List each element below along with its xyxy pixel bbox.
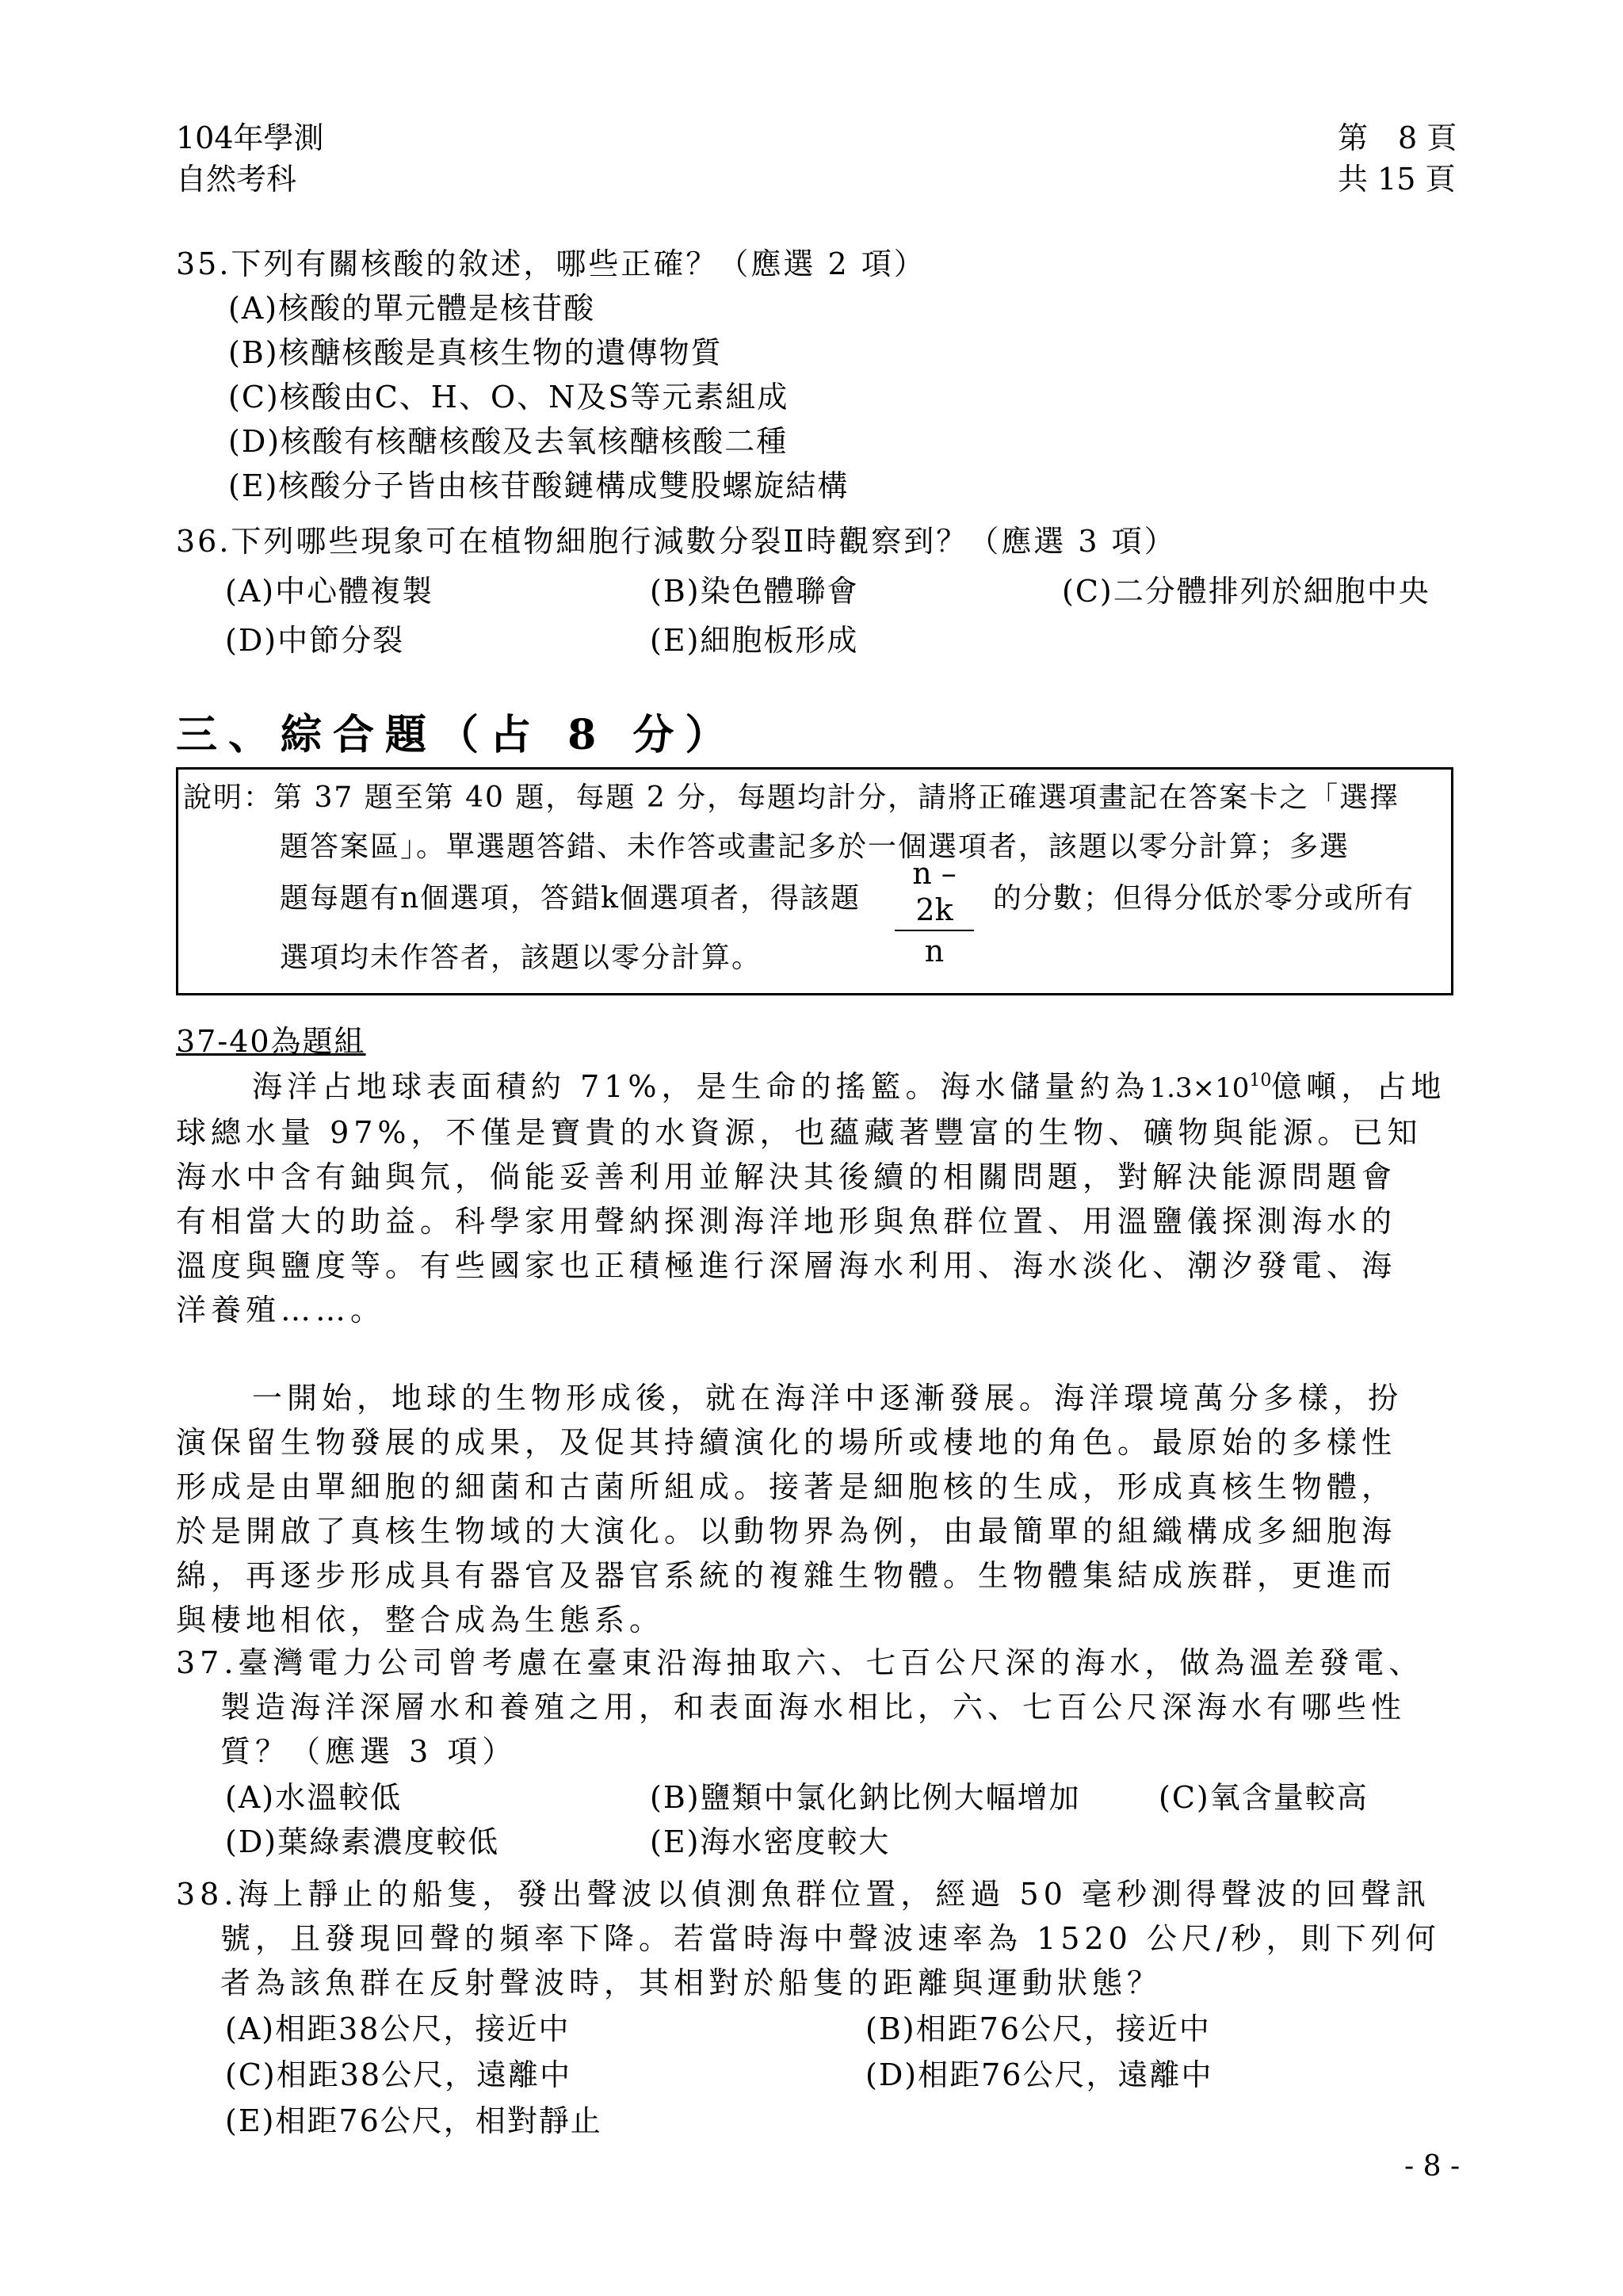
sci-exponent: 10 <box>1249 1071 1272 1091</box>
passage-line: 形成是由單細胞的細菌和古菌所組成。接著是細胞核的生成，形成真核生物體， <box>176 1469 1397 1504</box>
passage-line: 有相當大的助益。科學家用聲納探測海洋地形與魚群位置、用溫鹽儀探測海水的 <box>176 1204 1397 1239</box>
header-right <box>1338 117 1457 200</box>
passage-line <box>176 1064 1453 1110</box>
passage-line: 演保留生物發展的成果，及促其持續演化的場所或棲地的角色。最原始的多樣性 <box>176 1425 1397 1460</box>
q35-option-e: (E)核酸分子皆由核苷酸鏈構成雙股螺旋結構 <box>228 468 850 503</box>
passage-line: 洋養殖……。 <box>176 1293 386 1328</box>
question-38-line: 者為該魚群在反射聲波時，其相對於船隻的距離與運動狀態？ <box>220 1966 1163 2000</box>
instruction-line-2: 題答案區」。單選題答錯、未作答或畫記多於一個選項者，該題以零分計算；多選 <box>280 831 1350 863</box>
header-left <box>176 117 324 200</box>
sci-notation <box>1150 1072 1272 1104</box>
question-37-line: 37.臺灣電力公司曾考慮在臺東沿海抽取六、七百公尺深的海水，做為溫差發電、 <box>176 1645 1424 1680</box>
question-37-line: 製造海洋深層水和養殖之用，和表面海水相比，六、七百公尺深海水有哪些性 <box>220 1690 1407 1725</box>
fraction-numerator: n – 2k <box>912 856 957 927</box>
question-37-line: 質？（應選 3 項） <box>220 1734 517 1769</box>
passage-line: 於是開啟了真核生物域的大演化。以動物界為例，由最簡單的組織構成多細胞海 <box>176 1514 1397 1549</box>
total-pages-label: 共 15 頁 <box>1338 162 1456 197</box>
q37-option-d: (D)葉綠素濃度較低 <box>225 1824 500 1859</box>
passage-line: 球總水量 97%，不僅是寶貴的水資源，也蘊藏著豐富的生物、礦物與能源。已知 <box>176 1115 1423 1150</box>
instruction-line-4: 選項均未作答者，該題以零分計算。 <box>280 942 762 974</box>
question-36 <box>176 519 1460 563</box>
page-label: 第 8 頁 <box>1338 120 1457 155</box>
instruction-box <box>176 767 1453 995</box>
passage-paragraph-1 <box>176 1064 1453 1332</box>
q37-option-b: (B)鹽類中氯化鈉比例大幅增加 <box>650 1780 1081 1815</box>
passage-line: 溫度與鹽度等。有些國家也正積極進行深層海水利用、海水淡化、潮汐發電、海 <box>176 1248 1397 1283</box>
passage-line: 與棲地相依，整合成為生態系。 <box>176 1603 665 1637</box>
question-35-stem: 35.下列有關核酸的敘述，哪些正確？（應選 2 項） <box>176 246 926 281</box>
question-38-line: 號，且發現回聲的頻率下降。若當時海中聲波速率為 1520 公尺/秒，則下列何 <box>220 1921 1441 1956</box>
q37-option-e: (E)海水密度較大 <box>650 1824 891 1859</box>
q35-option-d: (D)核酸有核醣核酸及去氧核醣核酸二種 <box>228 424 789 459</box>
score-fraction <box>895 855 974 969</box>
q38-option-d: (D)相距76公尺，遠離中 <box>865 2057 1213 2092</box>
q38-option-e: (E)相距76公尺，相對靜止 <box>225 2103 602 2138</box>
instruction-line-3a: 題每題有n個選項，答錯k個選項者，得該題 <box>280 882 861 915</box>
question-38-line: 38.海上靜止的船隻，發出聲波以偵測魚群位置，經過 50 毫秒測得聲波的回聲訊 <box>176 1877 1430 1912</box>
q35-option-a: (A)核酸的單元體是核苷酸 <box>228 291 596 326</box>
fraction-denominator: n <box>924 934 945 968</box>
sci-base: 1.3×10 <box>1149 1072 1250 1104</box>
q35-option-c: (C)核酸由C、H、O、N及S等元素組成 <box>228 380 789 415</box>
q36-option-e: (E)細胞板形成 <box>650 623 859 658</box>
q38-option-c: (C)相距38公尺，遠離中 <box>225 2057 572 2092</box>
instruction-line-3b: 的分數；但得分低於零分或所有 <box>993 882 1415 915</box>
passage-line-text: 億噸，占地 <box>1271 1069 1446 1104</box>
passage-paragraph-2 <box>176 1376 1453 1642</box>
section-title: 三、綜合題（占 8 分） <box>176 711 738 759</box>
q38-option-a: (A)相距38公尺，接近中 <box>225 2011 571 2046</box>
q35-option-b: (B)核醣核酸是真核生物的遺傳物質 <box>228 335 723 370</box>
question-37-stem <box>176 1641 1453 1774</box>
q36-option-b: (B)染色體聯會 <box>650 574 859 609</box>
page-number: - 8 - <box>1404 2150 1461 2183</box>
passage-line-text: 海洋占地球表面積約 71%，是生命的搖籃。海水儲量約為 <box>252 1069 1150 1104</box>
question-36-stem: 36.下列哪些現象可在植物細胞行減數分裂Ⅱ時觀察到？（應選 3 項） <box>176 524 1177 559</box>
q36-option-c: (C)二分體排列於細胞中央 <box>1062 574 1430 609</box>
instruction-line-1: 說明：第 37 題至第 40 題，每題 2 分，每題均計分，請將正確選項畫記在答案卡之「選擇 <box>183 781 1400 814</box>
exam-title: 104年學測 <box>176 120 324 155</box>
q37-option-c: (C)氧含量較高 <box>1159 1780 1369 1815</box>
passage-line: 海水中含有鈾與氘，倘能妥善利用並解決其後續的相關問題，對解決能源問題會 <box>176 1159 1397 1194</box>
passage-line: 一開始，地球的生物形成後，就在海洋中逐漸發展。海洋環境萬分多樣，扮 <box>252 1381 1403 1415</box>
q36-option-d: (D)中節分裂 <box>225 623 405 658</box>
subject-title: 自然考科 <box>176 162 297 197</box>
q37-option-a: (A)水溫較低 <box>225 1780 403 1815</box>
question-38-stem <box>176 1872 1453 2005</box>
passage-line: 綿，再逐步形成具有器官及器官系統的複雜生物體。生物體集結成族群，更進而 <box>176 1558 1397 1593</box>
fraction-bar <box>895 930 974 931</box>
question-35 <box>176 242 1460 286</box>
q36-option-a: (A)中心體複製 <box>225 574 434 609</box>
q38-option-b: (B)相距76公尺，接近中 <box>865 2011 1211 2046</box>
question-group-label: 37-40為題組 <box>176 1024 366 1059</box>
